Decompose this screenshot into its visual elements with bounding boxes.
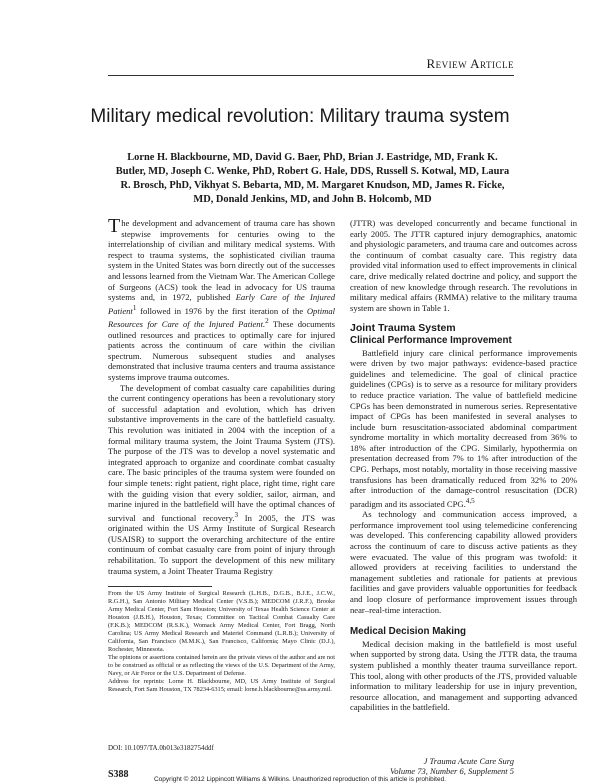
body-paragraph: Battlefield injury care clinical performance improvements were driven by two major pathways: evidence-based practice guidelines and telemedicine. The goal of clinical practice guidelines (CPGs) is to serve as a resource for military providers to reduce practice variation. The value of battlefield medicine CPGs has been demonstrated in numerous series. Representative impact of CPGs has been manifested in several analyses to include burn resuscitation-associated abdominal compartment syndrome mortality in which mortality decreased from 36% to 18% after introduction of the CPG. Similarly, hypothermia on presentation decreased from 7% to 1% after introduction of the CPG. Perhaps, most notably, mortality in those receiving massive transfusions has been dramatically reduced from 32% to 20% after introduction of the damage-control resuscitation (DCR) paradigm and its associated CPG.$^{4,5}$ [350,347,577,509]
copyright-notice: Copyright © 2012 Lippincott Williams & Wilkins. Unauthorized reproduction of this article is prohibited. [153,776,446,783]
footnote [108,590,335,694]
footnote-disclaimer: The opinions or assertions contained herein are the private views of the author and are not to be construed as official or as reflecting the views of the U.S. Department of the Army, Navy, or Air Force or the U.S. Department of Defense. [108,654,335,677]
doi: DOI: 10.1097/TA.0b013e3182754ddf [108,744,214,752]
footnote-address: Address for reprints: Lorne H. Blackbourne, MD, US Army Institute of Surgical Research, Fort Sam Houston, TX 78234-6315; email: lorne.h.blackbourne@us.army.mil. [108,678,335,693]
intro-paragraph: The development and advancement of trauma care has shown stepwise improvements for centuries owing to the interrelationship of civilian and military medical systems. With respect to trauma systems, the sophisticated civilian trauma system in the United States was born directly out of the successes and lessons learned from the Vietnam War. The American College of Surgeons (ACS) took the lead in advocacy for US trauma systems and, in 1972, published Early Care of the Injured Patient$^1$ followed in 1976 by the first iteration of the Optimal Resources for Care of the Injured Patient.$^2$ These documents outlined resources and practices to optimally care for injured patients across the continuum of care within the civilian spectrum. Numerous subsequent studies and analyses demonstrated that inclusive trauma centers and trauma assistance systems improve trauma outcomes. [108,215,335,383]
section-heading: Joint Trauma System [350,322,456,335]
author-list: Lorne H. Blackbourne, MD, David G. Baer, PhD, Brian J. Eastridge, MD, Frank K. Butler, MD, Joseph C. Wenke, PhD, Robert G. Hale, DDS, Russell S. Kotwal, MD, Laura R. Brosch, PhD, Vikhyat S. Bebarta, MD, M. Margaret Knudson, MD, James R. Ficke, MD, Donald Jenkins, MD, and John B. Holcomb, MD [115,152,510,205]
journal-info: J Trauma Acute Care Surg Volume 73, Number 6, Supplement 5 [390,756,514,776]
article-title: Military medical revolution: Military trauma system [90,106,510,127]
right-column [350,218,577,713]
subsection-heading: Medical Decision Making [350,626,466,638]
body-paragraph: (JTTR) was developed concurrently and became functional in early 2005. The JTTR captured injury demographics, anatomic and physiologic parameters, and trauma care and outcomes across the continuum of combat casualty care. This registry data provided vital information used to effect improvements in clinical care, drive medically related doctrine and policy, and support the creation of new knowledge through research. The revolutions in military medical affairs (RMMA) relative to the military trauma system are shown in Table 1. [350,218,577,313]
body-paragraph: The development of combat casualty care capabilities during the current contingency operations has been a revolutionary story of successful adaptation and evolution, which has driven substantive improvements in the care of the battlefield casualty. This revolution was initiated in 2004 with the inception of a formal military trauma system, the Joint Trauma System (JTS). The purpose of the JTS was to develop a novel systematic and integrated approach to organize and coordinate combat casualty care. The basic principles of the trauma system were founded on four simple tenets: right patient, right place, right time, right care with the guiding vision that every soldier, sailor, airman, and marine injured in the battlefield will have the optimal chances of survival and functional recovery.$^3$ In 2005, the JTS was originated within the US Army Institute of Surgical Research (USAISR) to support the overarching architecture of the entire continuum of combat casualty care from point of injury through rehabilitation. To support the development of this new military trauma system, a Joint Theater Trauma Registry [108,382,335,576]
header-rule [108,75,514,76]
page-number: S388 [108,769,129,780]
drop-cap: T [108,215,121,237]
body-paragraph: Medical decision making in the battlefield is most useful when supported by strong data. Using the JTTR data, the trauma system published a monthly theater trauma surveillance report. This tool, along with other products of the JTS, provided valuable information to military leadership for use in injury prevention, resource allocation, and management and supporting advanced capabilities in the battlefield. [350,638,577,713]
body-paragraph: As technology and communication access improved, a performance improvement tool using telemedicine conferencing was developed. This conferencing capability allowed providers across the continuum of care to discuss active patients as they were evacuated. The value of this program was twofold: it allowed providers at receiving facilities to understand the management subtleties and rationale for patients at previous facilities and gave providers valuable opportunities for feedback and loop closure of performance improvement issues through near–real-time interaction. [350,509,577,615]
subsection-heading: Clinical Performance Improvement [350,334,512,346]
left-column [108,215,335,576]
footnote-rule [108,586,212,587]
footnote-affiliations: From the US Army Institute of Surgical Research (L.H.B., D.G.B., B.J.E., J.C.W., R.G.H.), San Antonio Military Medical Center (V.S.B.); MEDCOM (J.R.F.), Brooke Army Medical Center, Fort Sam Houston; University of Texas Health Science Center at Houston (J.B.H.), Houston, Texas; Committee on Tactical Combat Casualty Care (F.K.B.); MEDCOM (R.S.K.), Womack Army Medical Center, Fort Bragg, North Carolina; US Army Medical Research and Materiel Command (L.R.B.); University of California, San Francisco (M.M.K.), San Francisco, California; Mayo Clinic (D.J.), Rochester, Minnesota. [108,590,335,653]
article-type-label: Review Article [426,56,514,71]
